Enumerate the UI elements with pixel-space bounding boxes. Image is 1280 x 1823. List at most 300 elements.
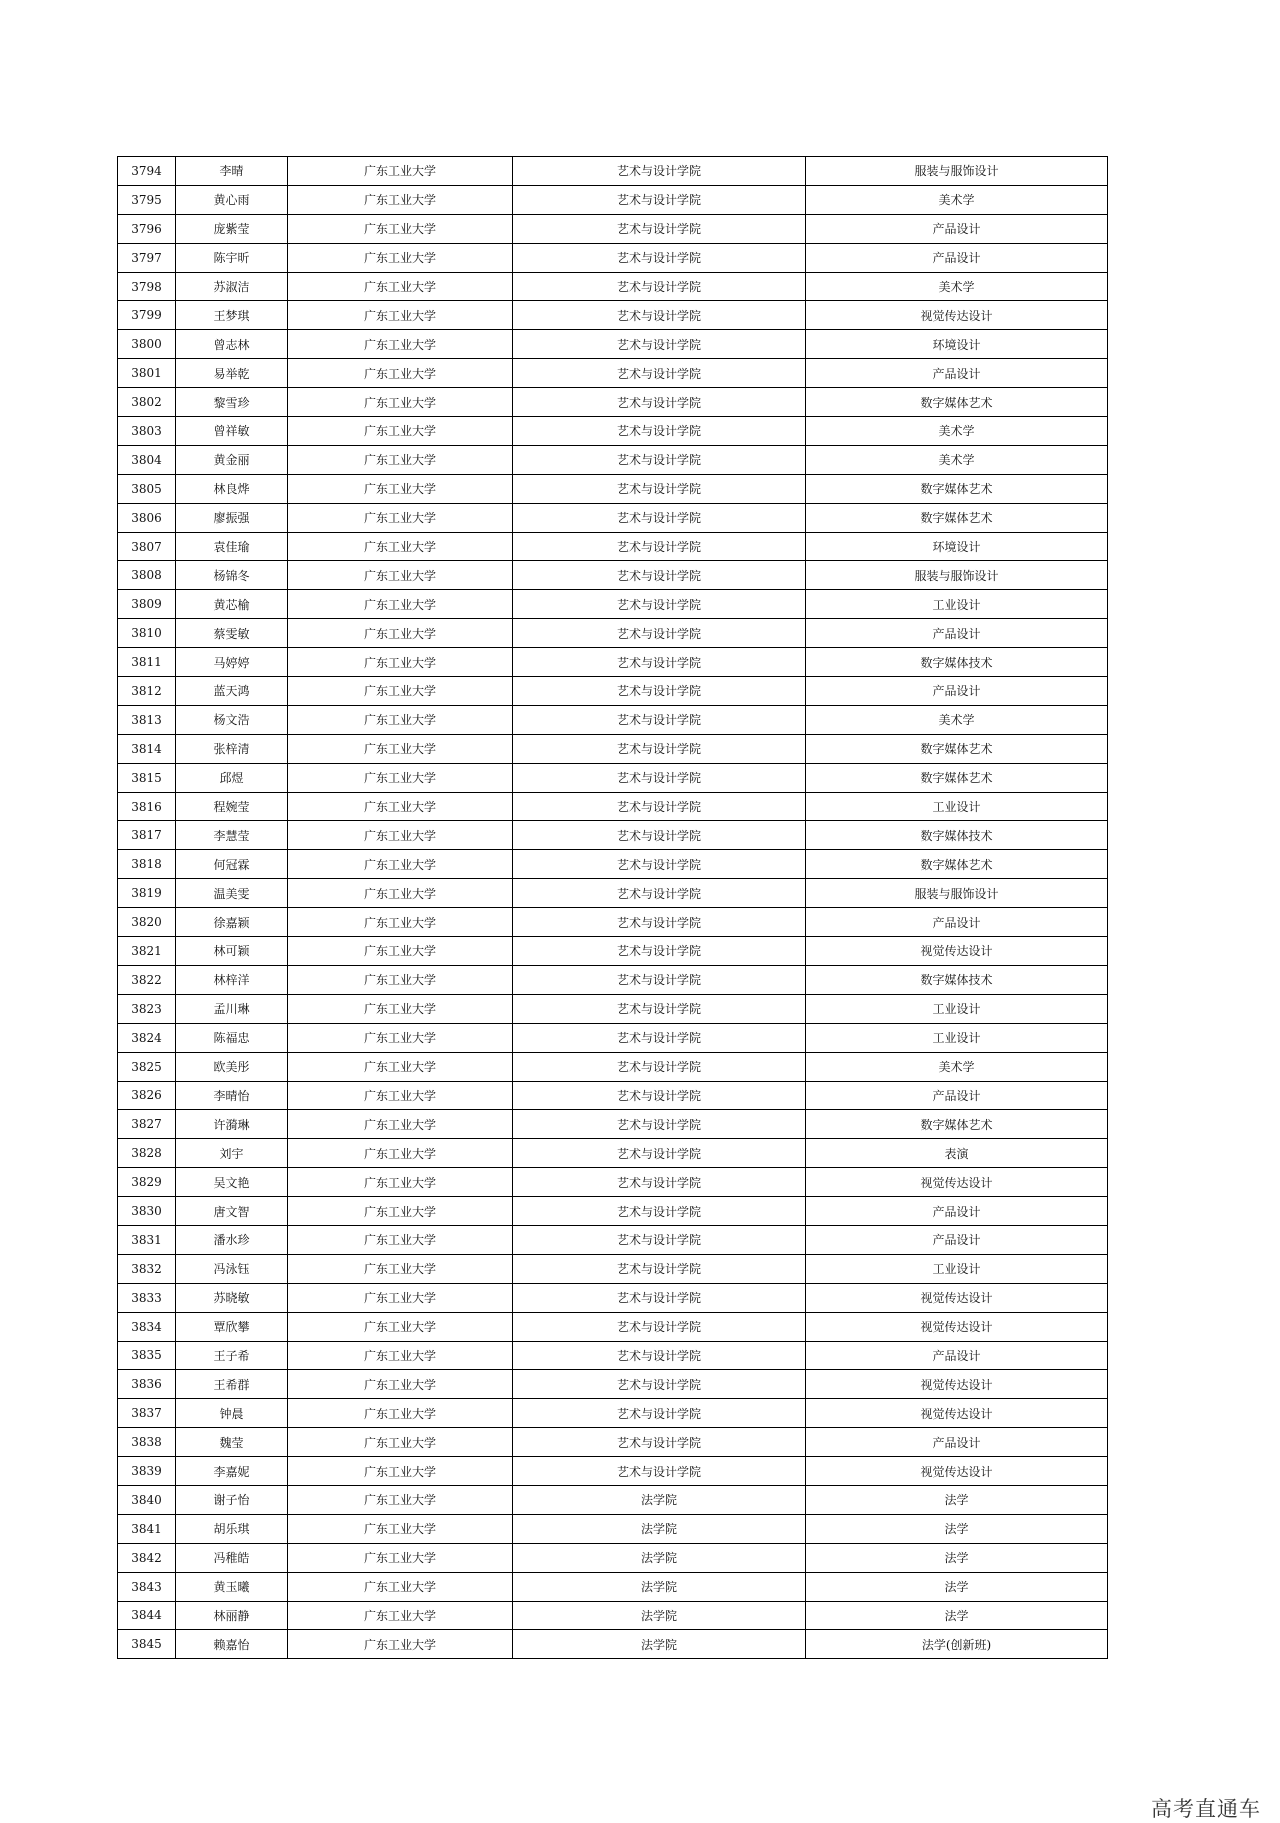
table-row	[118, 561, 1108, 590]
university-cell: 广东工业大学	[288, 1399, 513, 1428]
university-cell: 广东工业大学	[288, 677, 513, 706]
major-cell: 数字媒体艺术	[806, 388, 1108, 417]
table-row	[118, 1110, 1108, 1139]
major-cell: 产品设计	[806, 908, 1108, 937]
major-cell: 美术学	[806, 272, 1108, 301]
university-cell: 广东工业大学	[288, 359, 513, 388]
major-cell: 产品设计	[806, 1341, 1108, 1370]
table-row	[118, 474, 1108, 503]
college-cell: 艺术与设计学院	[513, 763, 806, 792]
student-name-cell: 黄金丽	[176, 445, 288, 474]
college-cell: 艺术与设计学院	[513, 157, 806, 186]
row-number-cell: 3807	[118, 532, 176, 561]
row-number-cell: 3813	[118, 705, 176, 734]
row-number-cell: 3827	[118, 1110, 176, 1139]
university-cell: 广东工业大学	[288, 821, 513, 850]
row-number-cell: 3809	[118, 590, 176, 619]
table-row	[118, 677, 1108, 706]
college-cell: 艺术与设计学院	[513, 792, 806, 821]
table-row	[118, 965, 1108, 994]
college-cell: 法学院	[513, 1485, 806, 1514]
major-cell: 法学	[806, 1601, 1108, 1630]
university-cell: 广东工业大学	[288, 1254, 513, 1283]
row-number-cell: 3839	[118, 1457, 176, 1486]
college-cell: 艺术与设计学院	[513, 214, 806, 243]
college-cell: 艺术与设计学院	[513, 619, 806, 648]
row-number-cell: 3800	[118, 330, 176, 359]
college-cell: 艺术与设计学院	[513, 1312, 806, 1341]
student-name-cell: 王希群	[176, 1370, 288, 1399]
university-cell: 广东工业大学	[288, 561, 513, 590]
major-cell: 服装与服饰设计	[806, 157, 1108, 186]
university-cell: 广东工业大学	[288, 792, 513, 821]
major-cell: 数字媒体艺术	[806, 763, 1108, 792]
college-cell: 艺术与设计学院	[513, 561, 806, 590]
major-cell: 视觉传达设计	[806, 1457, 1108, 1486]
table-row	[118, 763, 1108, 792]
university-cell: 广东工业大学	[288, 1370, 513, 1399]
university-cell: 广东工业大学	[288, 243, 513, 272]
student-name-cell: 林丽静	[176, 1601, 288, 1630]
student-name-cell: 曾志林	[176, 330, 288, 359]
major-cell: 法学	[806, 1543, 1108, 1572]
row-number-cell: 3837	[118, 1399, 176, 1428]
student-name-cell: 林可颖	[176, 937, 288, 966]
row-number-cell: 3844	[118, 1601, 176, 1630]
student-name-cell: 赖嘉怡	[176, 1630, 288, 1659]
table-row	[118, 648, 1108, 677]
table-row	[118, 503, 1108, 532]
student-name-cell: 孟川琳	[176, 994, 288, 1023]
table-row	[118, 734, 1108, 763]
row-number-cell: 3812	[118, 677, 176, 706]
college-cell: 艺术与设计学院	[513, 821, 806, 850]
major-cell: 工业设计	[806, 792, 1108, 821]
table-row	[118, 1370, 1108, 1399]
student-name-cell: 陈福忠	[176, 1023, 288, 1052]
college-cell: 艺术与设计学院	[513, 1254, 806, 1283]
major-cell: 产品设计	[806, 1081, 1108, 1110]
table-row	[118, 879, 1108, 908]
major-cell: 数字媒体艺术	[806, 474, 1108, 503]
major-cell: 美术学	[806, 417, 1108, 446]
university-cell: 广东工业大学	[288, 1543, 513, 1572]
university-cell: 广东工业大学	[288, 850, 513, 879]
student-name-cell: 林良烨	[176, 474, 288, 503]
major-cell: 视觉传达设计	[806, 1399, 1108, 1428]
college-cell: 艺术与设计学院	[513, 532, 806, 561]
college-cell: 艺术与设计学院	[513, 359, 806, 388]
student-name-cell: 蓝天鸿	[176, 677, 288, 706]
college-cell: 艺术与设计学院	[513, 445, 806, 474]
table-row	[118, 590, 1108, 619]
college-cell: 艺术与设计学院	[513, 1225, 806, 1254]
university-cell: 广东工业大学	[288, 330, 513, 359]
university-cell: 广东工业大学	[288, 1457, 513, 1486]
college-cell: 艺术与设计学院	[513, 965, 806, 994]
student-name-cell: 曾祥敏	[176, 417, 288, 446]
college-cell: 法学院	[513, 1543, 806, 1572]
university-cell: 广东工业大学	[288, 1168, 513, 1197]
university-cell: 广东工业大学	[288, 503, 513, 532]
major-cell: 视觉传达设计	[806, 301, 1108, 330]
table-row	[118, 532, 1108, 561]
major-cell: 产品设计	[806, 1428, 1108, 1457]
table-body	[118, 157, 1108, 1659]
table-row	[118, 243, 1108, 272]
row-number-cell: 3832	[118, 1254, 176, 1283]
university-cell: 广东工业大学	[288, 1283, 513, 1312]
university-cell: 广东工业大学	[288, 1428, 513, 1457]
university-cell: 广东工业大学	[288, 1110, 513, 1139]
table-row	[118, 1630, 1108, 1659]
table-row	[118, 272, 1108, 301]
row-number-cell: 3825	[118, 1052, 176, 1081]
table-row	[118, 301, 1108, 330]
college-cell: 艺术与设计学院	[513, 1283, 806, 1312]
row-number-cell: 3840	[118, 1485, 176, 1514]
college-cell: 艺术与设计学院	[513, 1081, 806, 1110]
university-cell: 广东工业大学	[288, 445, 513, 474]
student-name-cell: 蔡雯敏	[176, 619, 288, 648]
university-cell: 广东工业大学	[288, 1601, 513, 1630]
university-cell: 广东工业大学	[288, 1139, 513, 1168]
table-row	[118, 1514, 1108, 1543]
major-cell: 视觉传达设计	[806, 1312, 1108, 1341]
row-number-cell: 3824	[118, 1023, 176, 1052]
row-number-cell: 3796	[118, 214, 176, 243]
student-name-cell: 苏淑洁	[176, 272, 288, 301]
row-number-cell: 3834	[118, 1312, 176, 1341]
university-cell: 广东工业大学	[288, 1052, 513, 1081]
student-name-cell: 邱煜	[176, 763, 288, 792]
college-cell: 艺术与设计学院	[513, 994, 806, 1023]
major-cell: 美术学	[806, 705, 1108, 734]
major-cell: 美术学	[806, 185, 1108, 214]
major-cell: 工业设计	[806, 1254, 1108, 1283]
table-row	[118, 1601, 1108, 1630]
major-cell: 视觉传达设计	[806, 1283, 1108, 1312]
college-cell: 艺术与设计学院	[513, 1370, 806, 1399]
row-number-cell: 3814	[118, 734, 176, 763]
major-cell: 工业设计	[806, 590, 1108, 619]
student-name-cell: 程婉莹	[176, 792, 288, 821]
college-cell: 法学院	[513, 1601, 806, 1630]
university-cell: 广东工业大学	[288, 590, 513, 619]
row-number-cell: 3797	[118, 243, 176, 272]
student-name-cell: 何冠霖	[176, 850, 288, 879]
table-row	[118, 1139, 1108, 1168]
row-number-cell: 3806	[118, 503, 176, 532]
college-cell: 法学院	[513, 1572, 806, 1601]
major-cell: 法学	[806, 1485, 1108, 1514]
college-cell: 艺术与设计学院	[513, 330, 806, 359]
major-cell: 数字媒体技术	[806, 821, 1108, 850]
table-row	[118, 937, 1108, 966]
student-name-cell: 王子希	[176, 1341, 288, 1370]
student-name-cell: 庞紫莹	[176, 214, 288, 243]
university-cell: 广东工业大学	[288, 1341, 513, 1370]
major-cell: 服装与服饰设计	[806, 879, 1108, 908]
table-row	[118, 908, 1108, 937]
major-cell: 法学	[806, 1514, 1108, 1543]
university-cell: 广东工业大学	[288, 619, 513, 648]
major-cell: 数字媒体艺术	[806, 503, 1108, 532]
college-cell: 艺术与设计学院	[513, 185, 806, 214]
table-row	[118, 1399, 1108, 1428]
row-number-cell: 3828	[118, 1139, 176, 1168]
student-name-cell: 杨文浩	[176, 705, 288, 734]
major-cell: 数字媒体技术	[806, 965, 1108, 994]
major-cell: 数字媒体技术	[806, 648, 1108, 677]
student-name-cell: 陈宇昕	[176, 243, 288, 272]
student-name-cell: 温美雯	[176, 879, 288, 908]
university-cell: 广东工业大学	[288, 965, 513, 994]
major-cell: 产品设计	[806, 1197, 1108, 1226]
college-cell: 艺术与设计学院	[513, 388, 806, 417]
university-cell: 广东工业大学	[288, 1081, 513, 1110]
student-name-cell: 谢子怡	[176, 1485, 288, 1514]
row-number-cell: 3817	[118, 821, 176, 850]
row-number-cell: 3805	[118, 474, 176, 503]
university-cell: 广东工业大学	[288, 1485, 513, 1514]
table-row	[118, 705, 1108, 734]
student-name-cell: 黄心雨	[176, 185, 288, 214]
university-cell: 广东工业大学	[288, 214, 513, 243]
table-row	[118, 1225, 1108, 1254]
table-row	[118, 994, 1108, 1023]
major-cell: 产品设计	[806, 1225, 1108, 1254]
university-cell: 广东工业大学	[288, 1514, 513, 1543]
university-cell: 广东工业大学	[288, 1023, 513, 1052]
table-row	[118, 792, 1108, 821]
row-number-cell: 3798	[118, 272, 176, 301]
major-cell: 视觉传达设计	[806, 937, 1108, 966]
college-cell: 艺术与设计学院	[513, 1428, 806, 1457]
table-row	[118, 1254, 1108, 1283]
row-number-cell: 3843	[118, 1572, 176, 1601]
row-number-cell: 3831	[118, 1225, 176, 1254]
table-row	[118, 330, 1108, 359]
college-cell: 艺术与设计学院	[513, 417, 806, 446]
major-cell: 表演	[806, 1139, 1108, 1168]
university-cell: 广东工业大学	[288, 417, 513, 446]
row-number-cell: 3794	[118, 157, 176, 186]
row-number-cell: 3810	[118, 619, 176, 648]
major-cell: 数字媒体艺术	[806, 734, 1108, 763]
college-cell: 艺术与设计学院	[513, 243, 806, 272]
student-name-cell: 李晴	[176, 157, 288, 186]
college-cell: 艺术与设计学院	[513, 1457, 806, 1486]
college-cell: 法学院	[513, 1514, 806, 1543]
row-number-cell: 3816	[118, 792, 176, 821]
university-cell: 广东工业大学	[288, 1630, 513, 1659]
major-cell: 工业设计	[806, 1023, 1108, 1052]
row-number-cell: 3811	[118, 648, 176, 677]
student-name-cell: 魏莹	[176, 1428, 288, 1457]
row-number-cell: 3823	[118, 994, 176, 1023]
table-row	[118, 1572, 1108, 1601]
student-name-cell: 刘宇	[176, 1139, 288, 1168]
row-number-cell: 3835	[118, 1341, 176, 1370]
table-row	[118, 1312, 1108, 1341]
major-cell: 产品设计	[806, 359, 1108, 388]
student-name-cell: 杨锦冬	[176, 561, 288, 590]
student-name-cell: 苏晓敏	[176, 1283, 288, 1312]
major-cell: 产品设计	[806, 243, 1108, 272]
student-name-cell: 李嘉妮	[176, 1457, 288, 1486]
row-number-cell: 3829	[118, 1168, 176, 1197]
university-cell: 广东工业大学	[288, 705, 513, 734]
college-cell: 艺术与设计学院	[513, 301, 806, 330]
row-number-cell: 3803	[118, 417, 176, 446]
university-cell: 广东工业大学	[288, 937, 513, 966]
university-cell: 广东工业大学	[288, 879, 513, 908]
university-cell: 广东工业大学	[288, 185, 513, 214]
table-row	[118, 821, 1108, 850]
major-cell: 美术学	[806, 1052, 1108, 1081]
college-cell: 艺术与设计学院	[513, 879, 806, 908]
table-row	[118, 619, 1108, 648]
major-cell: 产品设计	[806, 619, 1108, 648]
student-name-cell: 马婷婷	[176, 648, 288, 677]
table-row	[118, 214, 1108, 243]
row-number-cell: 3808	[118, 561, 176, 590]
college-cell: 艺术与设计学院	[513, 1341, 806, 1370]
student-name-cell: 覃欣攀	[176, 1312, 288, 1341]
student-name-cell: 廖振强	[176, 503, 288, 532]
university-cell: 广东工业大学	[288, 734, 513, 763]
major-cell: 数字媒体艺术	[806, 1110, 1108, 1139]
major-cell: 视觉传达设计	[806, 1168, 1108, 1197]
major-cell: 工业设计	[806, 994, 1108, 1023]
table-row	[118, 417, 1108, 446]
university-cell: 广东工业大学	[288, 388, 513, 417]
row-number-cell: 3838	[118, 1428, 176, 1457]
college-cell: 艺术与设计学院	[513, 937, 806, 966]
row-number-cell: 3833	[118, 1283, 176, 1312]
row-number-cell: 3845	[118, 1630, 176, 1659]
college-cell: 艺术与设计学院	[513, 1168, 806, 1197]
row-number-cell: 3818	[118, 850, 176, 879]
student-name-cell: 李晴怡	[176, 1081, 288, 1110]
table-row	[118, 1283, 1108, 1312]
college-cell: 艺术与设计学院	[513, 1399, 806, 1428]
student-name-cell: 唐文智	[176, 1197, 288, 1226]
table-row	[118, 1543, 1108, 1572]
table-row	[118, 1341, 1108, 1370]
table-row	[118, 1168, 1108, 1197]
college-cell: 艺术与设计学院	[513, 1139, 806, 1168]
table-row	[118, 1485, 1108, 1514]
row-number-cell: 3815	[118, 763, 176, 792]
university-cell: 广东工业大学	[288, 157, 513, 186]
student-name-cell: 冯泳钰	[176, 1254, 288, 1283]
table-row	[118, 1197, 1108, 1226]
university-cell: 广东工业大学	[288, 648, 513, 677]
university-cell: 广东工业大学	[288, 532, 513, 561]
college-cell: 艺术与设计学院	[513, 908, 806, 937]
student-name-cell: 冯稚皓	[176, 1543, 288, 1572]
major-cell: 美术学	[806, 445, 1108, 474]
row-number-cell: 3799	[118, 301, 176, 330]
table-row	[118, 185, 1108, 214]
student-name-cell: 李慧莹	[176, 821, 288, 850]
row-number-cell: 3841	[118, 1514, 176, 1543]
student-name-cell: 黄芯榆	[176, 590, 288, 619]
college-cell: 艺术与设计学院	[513, 705, 806, 734]
college-cell: 法学院	[513, 1630, 806, 1659]
student-name-cell: 徐嘉颖	[176, 908, 288, 937]
university-cell: 广东工业大学	[288, 1312, 513, 1341]
student-name-cell: 胡乐琪	[176, 1514, 288, 1543]
student-name-cell: 黎雪珍	[176, 388, 288, 417]
watermark-text: 高考直通车	[1151, 1797, 1261, 1821]
table-row	[118, 388, 1108, 417]
student-name-cell: 张梓清	[176, 734, 288, 763]
major-cell: 环境设计	[806, 330, 1108, 359]
college-cell: 艺术与设计学院	[513, 272, 806, 301]
student-name-cell: 钟晨	[176, 1399, 288, 1428]
major-cell: 产品设计	[806, 677, 1108, 706]
table-row	[118, 359, 1108, 388]
college-cell: 艺术与设计学院	[513, 1052, 806, 1081]
university-cell: 广东工业大学	[288, 1225, 513, 1254]
college-cell: 艺术与设计学院	[513, 1197, 806, 1226]
student-name-cell: 潘水珍	[176, 1225, 288, 1254]
university-cell: 广东工业大学	[288, 474, 513, 503]
row-number-cell: 3804	[118, 445, 176, 474]
row-number-cell: 3795	[118, 185, 176, 214]
college-cell: 艺术与设计学院	[513, 734, 806, 763]
university-cell: 广东工业大学	[288, 908, 513, 937]
row-number-cell: 3801	[118, 359, 176, 388]
student-name-cell: 易举乾	[176, 359, 288, 388]
college-cell: 艺术与设计学院	[513, 677, 806, 706]
row-number-cell: 3802	[118, 388, 176, 417]
university-cell: 广东工业大学	[288, 763, 513, 792]
major-cell: 法学	[806, 1572, 1108, 1601]
student-name-cell: 袁佳瑜	[176, 532, 288, 561]
university-cell: 广东工业大学	[288, 301, 513, 330]
college-cell: 艺术与设计学院	[513, 503, 806, 532]
student-name-cell: 林梓洋	[176, 965, 288, 994]
student-name-cell: 吴文艳	[176, 1168, 288, 1197]
table-row	[118, 445, 1108, 474]
student-name-cell: 王梦琪	[176, 301, 288, 330]
table-row	[118, 1428, 1108, 1457]
college-cell: 艺术与设计学院	[513, 474, 806, 503]
major-cell: 视觉传达设计	[806, 1370, 1108, 1399]
major-cell: 环境设计	[806, 532, 1108, 561]
student-name-cell: 许漪琳	[176, 1110, 288, 1139]
student-name-cell: 黄玉曦	[176, 1572, 288, 1601]
row-number-cell: 3842	[118, 1543, 176, 1572]
table-row	[118, 157, 1108, 186]
row-number-cell: 3820	[118, 908, 176, 937]
university-cell: 广东工业大学	[288, 272, 513, 301]
college-cell: 艺术与设计学院	[513, 648, 806, 677]
table-row	[118, 850, 1108, 879]
university-cell: 广东工业大学	[288, 1197, 513, 1226]
college-cell: 艺术与设计学院	[513, 1110, 806, 1139]
university-cell: 广东工业大学	[288, 1572, 513, 1601]
row-number-cell: 3836	[118, 1370, 176, 1399]
row-number-cell: 3822	[118, 965, 176, 994]
major-cell: 产品设计	[806, 214, 1108, 243]
row-number-cell: 3821	[118, 937, 176, 966]
table-row	[118, 1457, 1108, 1486]
